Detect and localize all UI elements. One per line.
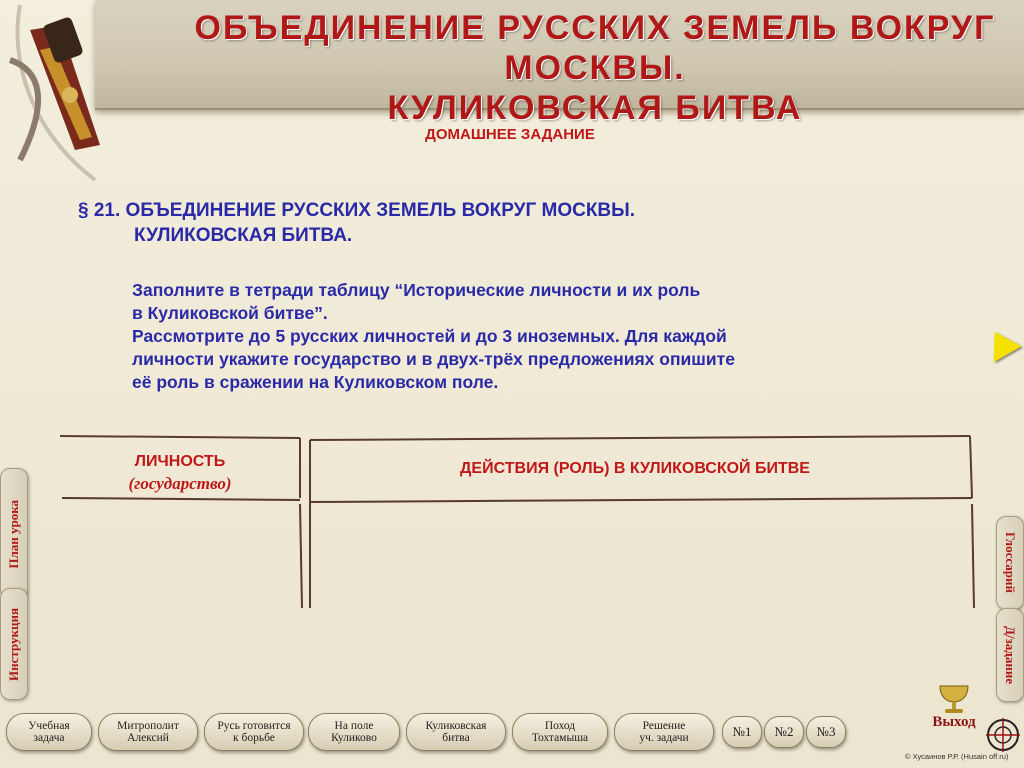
nav-button-number-2[interactable]: №2 [764,716,804,748]
tab-lesson-plan[interactable] [0,468,28,600]
table-header-personality-label: ЛИЧНОСТЬ [134,453,226,470]
tab-homework[interactable] [996,608,1024,702]
nav-button-metropolitan-alexy[interactable]: Митрополит Алексий [98,713,198,751]
paragraph-reference [78,198,838,248]
table-header-personality [60,451,300,495]
quiver-decoration-icon [0,0,140,190]
exit-button[interactable]: Выход [932,714,976,730]
task-line: в Куликовской битве”. [132,303,328,323]
nav-button-number-3[interactable]: №3 [806,716,846,748]
table-header-actions: ДЕЙСТВИЯ (РОЛЬ) В КУЛИКОВСКОЙ БИТВЕ [460,460,810,477]
tab-instruction[interactable] [0,588,28,700]
tab-glossary-label: Глоссарий [1003,532,1018,594]
paragraph-line1: § 21. ОБЪЕДИНЕНИЕ РУССКИХ ЗЕМЕЛЬ ВОКРУГ МОСКВЫ. [78,200,636,221]
task-line: личности укажите государство и в двух-трёх предложениях опишите [132,349,735,369]
slide-title-line2: КУЛИКОВСКАЯ БИТВА [387,89,803,127]
paragraph-line2: КУЛИКОВСКАЯ БИТВА. [134,225,353,246]
nav-button-number-1[interactable]: №1 [722,716,762,748]
tab-instruction-label: Инструкция [6,607,21,681]
tab-lesson-plan-label: План урока [6,499,21,569]
title-banner [95,0,1024,127]
goblet-icon [934,684,974,714]
tab-glossary[interactable] [996,516,1024,610]
triangle-arrow-icon[interactable] [981,324,1022,363]
nav-button-tokhtamysh-campaign[interactable]: Поход Тохтамыша [512,713,608,751]
task-line: Заполните в тетради таблицу “Исторические личности и их роль [132,280,701,300]
copyright-text: © Хусаинов Р.Р. (Husain off.ru) [905,752,1009,761]
homework-heading: ДОМАШНЕЕ ЗАДАНИЕ [425,126,595,143]
crosshair-icon[interactable] [986,718,1020,752]
nav-button-task-solution[interactable]: Решение уч. задачи [614,713,714,751]
task-line: её роль в сражении на Куликовском поле. [132,372,499,392]
slide-title [155,8,1024,128]
nav-button-learning-task[interactable]: Учебная задача [6,713,92,751]
slide-title-line1: ОБЪЕДИНЕНИЕ РУССКИХ ЗЕМЕЛЬ ВОКРУГ МОСКВЫ. [194,9,996,87]
nav-button-kulikovo-field[interactable]: На поле Куликово [308,713,400,751]
nav-button-kulikovo-battle[interactable]: Куликовская битва [406,713,506,751]
task-text [132,279,912,394]
task-line: Рассмотрите до 5 русских личностей и до 3 иноземных. Для каждой [132,326,727,346]
table-header-state-label: (государство) [128,474,232,493]
tab-homework-label: Д/задание [1003,625,1018,685]
nav-button-rus-prepares[interactable]: Русь готовится к борьбе [204,713,304,751]
